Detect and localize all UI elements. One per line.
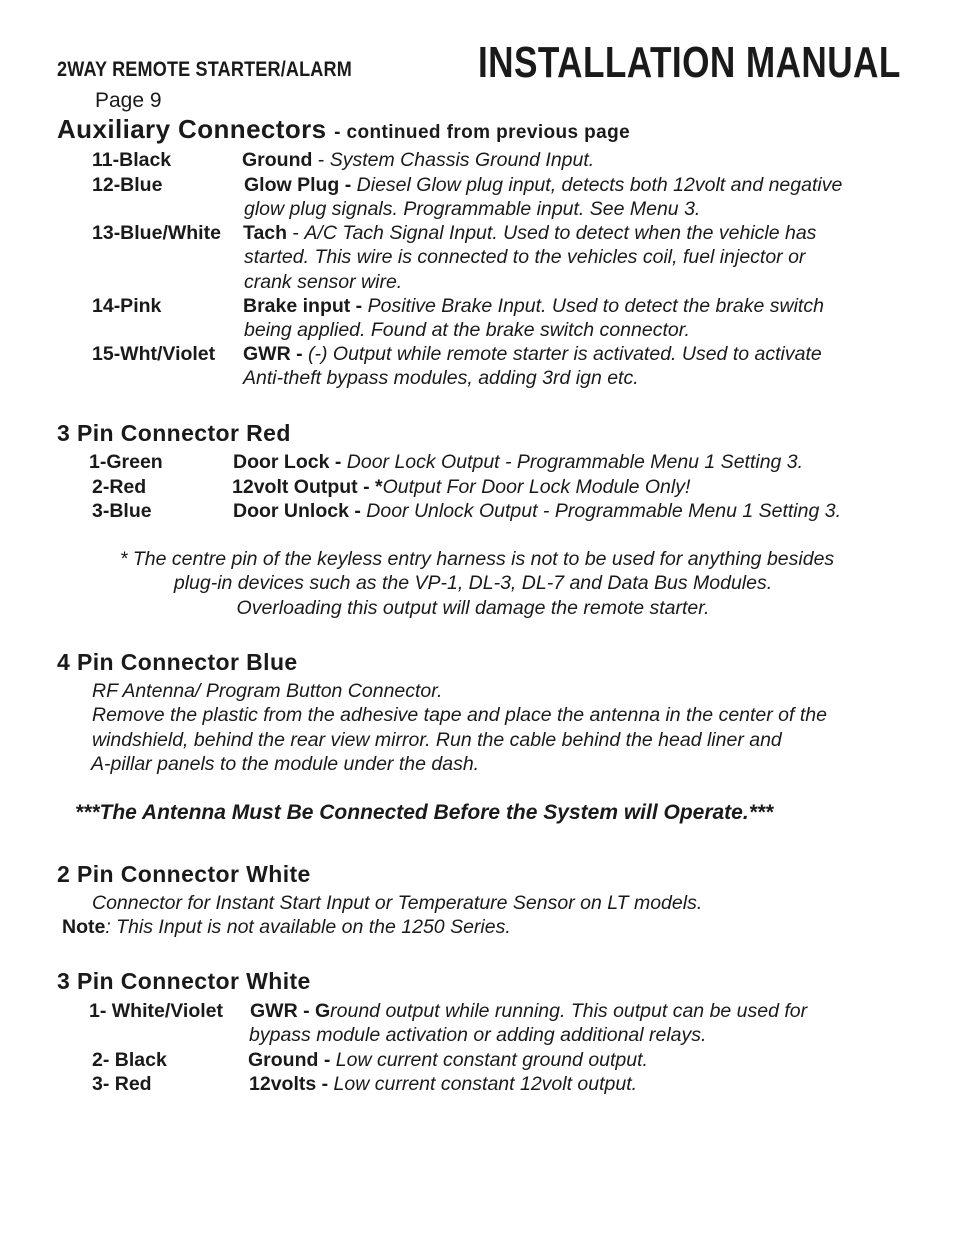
wire-function: GWR - — [243, 343, 303, 365]
series-note — [62, 915, 511, 939]
auxiliary-title: Auxiliary Connectors — [57, 114, 327, 144]
wire-function: Ground — [242, 149, 313, 171]
pin-description — [244, 173, 842, 197]
description-line: Anti-theft bypass modules, adding 3rd ign etc. — [243, 367, 639, 389]
description-line: Diesel Glow plug input, detects both 12volt and negative — [356, 174, 843, 196]
auxiliary-continued-note: - continued from previous page — [334, 122, 631, 143]
wire-function: Brake input - — [243, 295, 363, 317]
separator: - — [312, 149, 330, 171]
pin-label: 13-Blue/White — [92, 222, 221, 244]
note-text: : This Input is not available on the 1250 Series. — [105, 916, 511, 938]
page-number: Page 9 — [95, 89, 162, 112]
pin-description — [243, 294, 824, 318]
description-line: (-) Output while remote starter is activated. Used to activate — [308, 343, 822, 365]
description-line: A/C Tach Signal Input. Used to detect when the vehicle has — [304, 222, 817, 244]
description-line: Door Unlock Output - Programmable Menu 1 Setting 3. — [366, 500, 841, 522]
wire-function: Door Unlock - — [233, 500, 361, 522]
pin-label: 3- Red — [92, 1073, 152, 1095]
description-line: round output while running. This output can be used for — [330, 1000, 808, 1022]
manual-title: INSTALLATION MANUAL — [478, 38, 901, 87]
instant-start-description: Connector for Instant Start Input or Temperature Sensor on LT models. — [92, 892, 703, 914]
pin-label: 1-Green — [89, 451, 163, 473]
pin-description — [243, 221, 816, 245]
instruction-line: windshield, behind the rear view mirror. Run the cable behind the head liner and — [92, 728, 782, 751]
section-title-2pin-white: 2 Pin Connector White — [57, 861, 311, 887]
product-subtitle: 2WAY REMOTE STARTER/ALARM — [57, 58, 352, 81]
wire-function: Ground - — [248, 1049, 331, 1071]
pin-label: 15-Wht/Violet — [92, 343, 216, 365]
pin-label: 11-Black — [92, 149, 172, 171]
pin-description — [233, 450, 803, 474]
pin-description — [249, 1072, 637, 1096]
wire-function: 12volt Output - * — [232, 476, 383, 498]
section-title-3pin-red: 3 Pin Connector Red — [57, 420, 291, 446]
pin-description — [233, 499, 841, 523]
pin-label: 2- Black — [92, 1049, 167, 1071]
wire-function: Glow Plug - — [244, 174, 352, 196]
pin-description — [242, 148, 594, 172]
description-line: System Chassis Ground Input. — [329, 149, 595, 171]
wire-function: Door Lock - — [233, 451, 342, 473]
pin-description — [250, 999, 807, 1023]
pin-label: 3-Blue — [92, 500, 152, 522]
note-line: plug-in devices such as the VP-1, DL-3, DL-7 and Data Bus Modules. — [173, 572, 773, 595]
pin-description — [243, 342, 822, 366]
description-line: Output For Door Lock Module Only! — [382, 476, 691, 498]
description-line: Low current constant 12volt output. — [333, 1073, 638, 1095]
pin-label: 12-Blue — [92, 174, 163, 196]
description-line: Low current constant ground output. — [335, 1049, 648, 1071]
section-title-4pin-blue: 4 Pin Connector Blue — [57, 649, 298, 675]
pin-label: 2-Red — [92, 476, 147, 498]
wire-function: Tach — [243, 222, 288, 244]
description-line: started. This wire is connected to the vehicles coil, fuel injector or — [244, 246, 806, 268]
note-line: Overloading this output will damage the remote starter. — [236, 596, 710, 619]
description-line: Door Lock Output - Programmable Menu 1 Setting 3. — [346, 451, 804, 473]
wire-function: GWR - G — [250, 1000, 331, 1022]
pin-label: 1- White/Violet — [89, 1000, 223, 1022]
description-line: glow plug signals. Programmable input. See Menu 3. — [244, 198, 701, 220]
instruction-line: A-pillar panels to the module under the dash. — [91, 752, 480, 775]
description-line: being applied. Found at the brake switch connector. — [244, 319, 690, 341]
note-line: * The centre pin of the keyless entry harness is not to be used for anything besides — [119, 548, 835, 570]
instruction-line: Remove the plastic from the adhesive tape and place the antenna in the center of the — [92, 704, 827, 727]
description-line: Positive Brake Input. Used to detect the brake switch — [367, 295, 824, 317]
separator: - — [287, 222, 305, 244]
keyless-harness-note — [0, 547, 954, 620]
description-line: bypass module activation or adding additional relays. — [249, 1024, 707, 1046]
wire-function: 12volts - — [249, 1073, 329, 1095]
antenna-warning: ***The Antenna Must Be Connected Before the System will Operate.*** — [75, 801, 774, 824]
pin-description — [248, 1048, 648, 1072]
section-title-3pin-white: 3 Pin Connector White — [57, 968, 311, 994]
note-label: Note — [62, 916, 106, 938]
description-line: crank sensor wire. — [244, 271, 403, 293]
antenna-instructions — [92, 679, 827, 776]
pin-label: 14-Pink — [92, 295, 162, 317]
instruction-line: RF Antenna/ Program Button Connector. — [92, 680, 443, 702]
pin-description — [232, 475, 690, 499]
section-title-auxiliary — [57, 114, 630, 145]
